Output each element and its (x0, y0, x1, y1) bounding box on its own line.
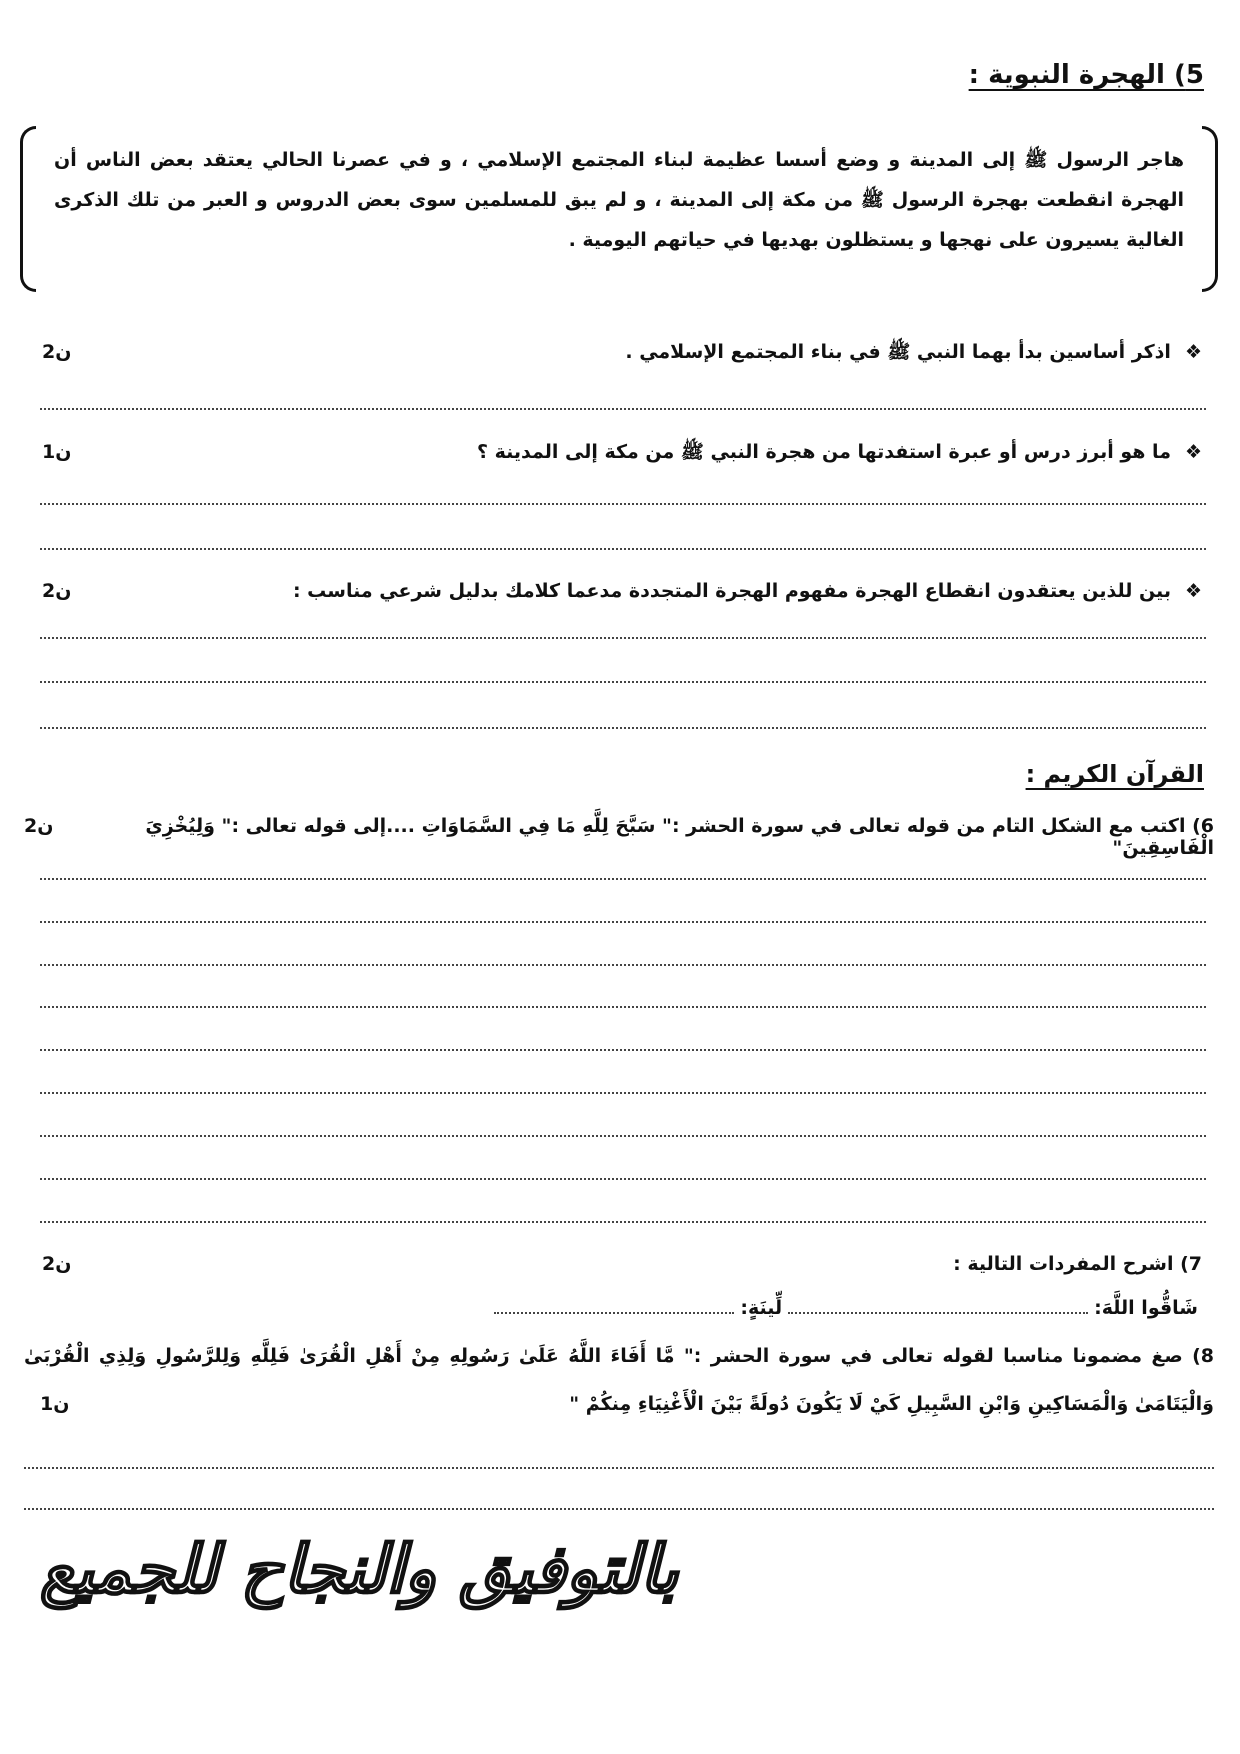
question-text: ما هو أبرز درس أو عبرة استفدتها من هجرة النبي ﷺ من مكة إلى المدينة ؟ (476, 441, 1171, 463)
answer-line[interactable] (24, 1508, 1214, 1510)
bullet-icon: ❖ (1184, 341, 1202, 363)
question-text: 7) اشرح المفردات التالية : (953, 1253, 1202, 1275)
section-title-quran: القرآن الكريم : (1025, 760, 1204, 788)
closing-wish: بالتوفيق والنجاح للجميع (40, 1530, 679, 1608)
question-text: وَالْيَتَامَىٰ وَالْمَسَاكِينِ وَابْنِ السَّبِيلِ كَيْ لَا يَكُونَ دُولَةً بَيْنَ الْأَغْنِيَاءِ مِنكُمْ " (569, 1393, 1214, 1415)
bullet-icon: ❖ (1184, 441, 1202, 463)
question-2 (42, 440, 1202, 468)
answer-line[interactable] (40, 1221, 1206, 1223)
question-6 (24, 815, 1214, 859)
answer-line[interactable] (40, 1178, 1206, 1180)
question-text: بين للذين يعتقدون انقطاع الهجرة مفهوم الهجرة المتجددة مدعما كلامك بدليل شرعي مناسب : (292, 580, 1171, 602)
question-text: 6) اكتب مع الشكل التام من قوله تعالى في سورة الحشر :" سَبَّحَ لِلَّهِ مَا فِي السَّمَاوَاتِ ....إلى قوله تعالى :" وَلِيُخْزِيَ الْفَاسِقِينَ" (145, 815, 1214, 859)
answer-line[interactable] (40, 681, 1206, 683)
answer-blank[interactable] (788, 1312, 1088, 1314)
answer-line[interactable] (40, 727, 1206, 729)
answer-blank[interactable] (494, 1312, 734, 1314)
vocab-word-1: شَاقُّوا اللَّهَ: (1094, 1297, 1198, 1319)
answer-line[interactable] (40, 1135, 1206, 1137)
answer-line[interactable] (40, 1049, 1206, 1051)
vocab-word-2: لِّينَةٍ: (740, 1297, 783, 1319)
passage-box (20, 126, 1218, 292)
answer-line[interactable] (40, 408, 1206, 410)
answer-line[interactable] (40, 503, 1206, 505)
passage-line: هاجر الرسول ﷺ إلى المدينة و وضع أسسا عظيمة لبناء المجتمع الإسلامي ، و في عصرنا الحالي يعتقد بعض الناس أن (54, 149, 1184, 171)
question-7 (42, 1253, 1202, 1275)
answer-line[interactable] (24, 1467, 1214, 1469)
question-mark: 1ن (40, 1393, 70, 1415)
left-brace (20, 126, 36, 292)
passage-line: الغالية يسيرون على نهجها و يستظلون بهديها في حياتهم اليومية . (568, 229, 1184, 251)
answer-line[interactable] (40, 1006, 1206, 1008)
vocab-row (488, 1297, 1198, 1319)
answer-line[interactable] (40, 548, 1206, 550)
answer-line[interactable] (40, 878, 1206, 880)
answer-line[interactable] (40, 921, 1206, 923)
passage-line: الهجرة انقطعت بهجرة الرسول ﷺ من مكة إلى المدينة ، و لم يبق للمسلمين سوى بعض الدروس و العبر من تلك الذكرى (54, 189, 1184, 211)
bullet-icon: ❖ (1184, 580, 1202, 602)
question-1 (42, 340, 1202, 368)
question-mark: 2ن (42, 341, 72, 363)
section-title-hijra: 5) الهجرة النبوية : (968, 60, 1204, 90)
right-brace (1202, 126, 1218, 292)
answer-line[interactable] (40, 964, 1206, 966)
answer-line[interactable] (40, 637, 1206, 639)
question-mark: 1ن (42, 441, 72, 463)
answer-line[interactable] (40, 1092, 1206, 1094)
question-mark: 2ن (24, 815, 54, 837)
question-8-line-2 (24, 1393, 1214, 1415)
question-text: اذكر أساسين بدأ بهما النبي ﷺ في بناء المجتمع الإسلامي . (625, 341, 1171, 363)
question-3 (42, 580, 1202, 602)
question-mark: 2ن (42, 580, 72, 602)
question-mark: 2ن (42, 1253, 72, 1275)
question-8-line-1: 8) صغ مضمونا مناسبا لقوله تعالى في سورة الحشر :" مَّا أَفَاءَ اللَّهُ عَلَىٰ رَسُولِهِ مِنْ أَهْلِ الْقُرَىٰ فَلِلَّهِ وَلِلرَّسُولِ وَلِذِي الْقُرْبَىٰ (24, 1345, 1214, 1367)
